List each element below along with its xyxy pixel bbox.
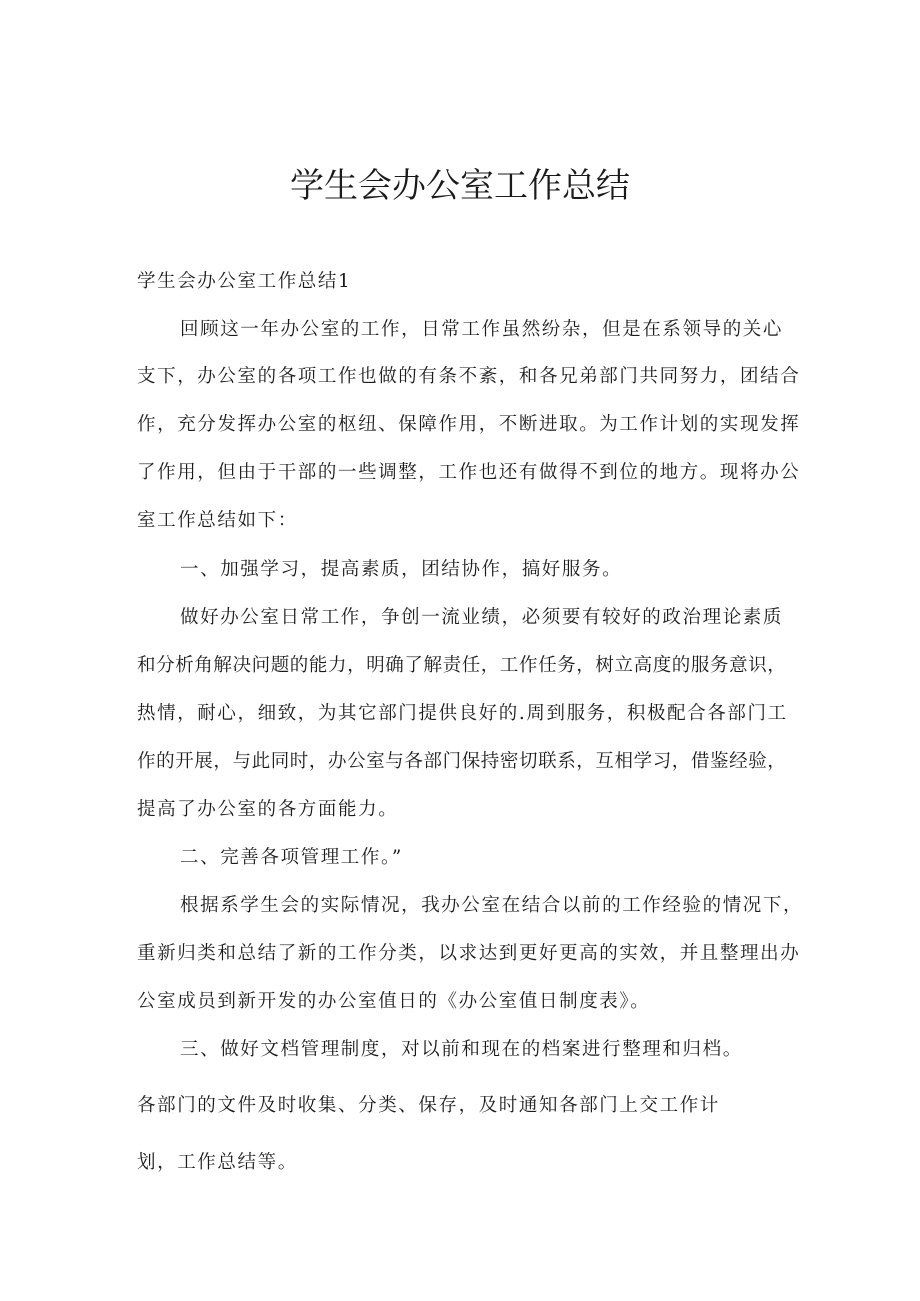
paragraph-line: 和分析角解决问题的能力，明确了解责任，工作任务，树立高度的服务意识， <box>137 655 787 676</box>
subheading: 二、完善各项管理工作。” <box>180 847 403 868</box>
paragraph-line: 了作用，但由于干部的一些调整，工作也还有做得不到位的地方。现将办公 <box>137 462 801 483</box>
subheading: 三、做好文档管理制度，对以前和现在的档案进行整理和归档。 <box>180 1039 743 1060</box>
document-title: 学生会办公室工作总结 <box>290 166 630 206</box>
paragraph-line: 各部门的文件及时收集、分类、保存，及时通知各部门上交工作计 <box>137 1095 720 1116</box>
paragraph-line: 根据系学生会的实际情况，我办公室在结合以前的工作经验的情况下， <box>180 895 804 916</box>
paragraph-line: 公室成员到新开发的办公室值日的《办公室值日制度表》。 <box>137 991 651 1012</box>
paragraph-line: 作，充分发挥办公室的枢纽、保障作用，不断进取。为工作计划的实现发挥 <box>137 414 801 435</box>
subheading: 一、加强学习，提高素质，团结协作，搞好服务。 <box>180 559 623 580</box>
paragraph-line: 划，工作总结等。 <box>137 1152 298 1173</box>
paragraph-line: 支下，办公室的各项工作也做的有条不紊，和各兄弟部门共同努力，团结合 <box>137 366 801 387</box>
section-heading: 学生会办公室工作总结1 <box>137 271 352 292</box>
paragraph-line: 作的开展，与此同时，办公室与各部门保持密切联系，互相学习，借鉴经验， <box>137 751 787 772</box>
paragraph-line: 热情，耐心，细致，为其它部门提供良好的.周到服务，积极配合各部门工 <box>137 703 788 724</box>
paragraph-line: 回顾这一年办公室的工作，日常工作虽然纷杂，但是在系领导的关心 <box>180 319 784 340</box>
paragraph-line: 提高了办公室的各方面能力。 <box>137 799 399 820</box>
paragraph-line: 室工作总结如下： <box>137 510 298 531</box>
paragraph-line: 重新归类和总结了新的工作分类，以求达到更好更高的实效，并且整理出办 <box>137 943 801 964</box>
paragraph-line: 做好办公室日常工作，争创一流业绩，必须要有较好的政治理论素质 <box>180 607 784 628</box>
